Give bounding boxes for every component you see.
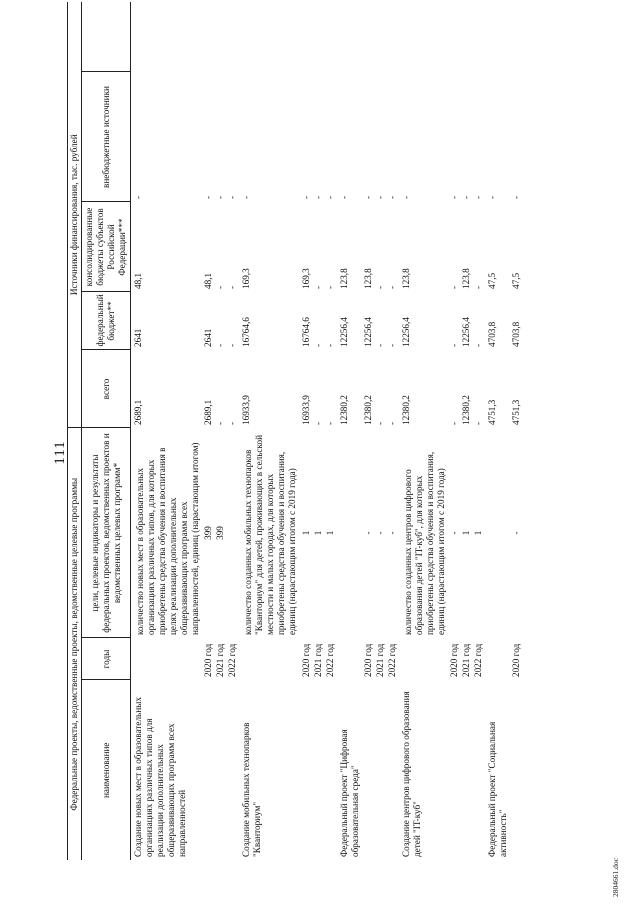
row-year: 2020 год <box>203 643 214 677</box>
row-extra: - <box>374 195 385 199</box>
row-name <box>203 680 215 860</box>
row-extra: - <box>312 195 323 199</box>
row-name: Создание центров цифрового образования детей "IT-куб" <box>400 691 422 857</box>
row-indicator-value: 1 <box>324 530 335 536</box>
row-year <box>131 638 204 680</box>
table-row <box>337 2 363 860</box>
table-row <box>485 2 511 860</box>
row-extra: - <box>460 195 471 199</box>
row-extra: - <box>227 195 238 199</box>
row-indicator-value: 1 <box>300 530 311 536</box>
row-year: 2021 год <box>312 643 323 677</box>
table-row <box>387 2 399 860</box>
row-name: Федеральный проект "Социальная активность" <box>486 721 508 857</box>
row-indicator: количество созданных мобильных технопарков "Кванториум" для детей, проживающих в сельской местности и малых городах, для которых приобретены средства обучения и воспитания, единиц (нарастающим итогом с 2019 года) <box>243 434 298 635</box>
header-years: годы <box>82 638 131 680</box>
row-year <box>337 638 363 680</box>
row-year: 2022 год <box>324 643 335 677</box>
row-federal: - <box>312 343 323 347</box>
row-spacer <box>227 2 239 72</box>
header-spacer <box>82 2 131 72</box>
row-year: 2021 год <box>215 643 226 677</box>
row-regional: - <box>472 285 483 289</box>
row-indicator-cell <box>131 428 204 638</box>
row-year: 2020 год <box>510 643 521 677</box>
row-name: Создание мобильных технопарков "Кванториум" <box>241 722 263 857</box>
row-year <box>239 638 300 680</box>
row-year: 2022 год <box>386 643 397 677</box>
row-extra: - <box>338 195 349 199</box>
row-total: - <box>448 421 459 425</box>
row-federal: - <box>448 343 459 347</box>
row-total: - <box>374 421 385 425</box>
row-indicator-cell <box>215 428 227 638</box>
header-regional: консолидированные бюджеты субъектов Российской Федерации*** <box>82 202 131 292</box>
row-indicator-cell <box>375 428 387 638</box>
row-indicator-value: 1 <box>472 530 483 536</box>
row-federal: - <box>324 343 335 347</box>
row-extra: - <box>472 195 483 199</box>
row-total: 2689,1 <box>203 399 214 425</box>
row-indicator-cell <box>203 428 215 638</box>
row-indicator-value: - <box>386 531 397 535</box>
row-indicator-cell <box>313 428 325 638</box>
row-spacer <box>203 2 215 72</box>
row-name <box>313 680 325 860</box>
page-number: 111 <box>52 440 68 465</box>
row-regional: 48,1 <box>133 272 144 289</box>
row-extra: - <box>448 195 459 199</box>
row-spacer <box>313 2 325 72</box>
row-spacer <box>325 2 337 72</box>
row-federal: 12256,4 <box>400 317 411 347</box>
row-regional: 123,8 <box>362 268 373 289</box>
row-spacer <box>511 2 523 72</box>
row-indicator-cell <box>227 428 239 638</box>
row-regional: 48,1 <box>203 272 214 289</box>
row-year: 2020 год <box>300 643 311 677</box>
row-federal: - <box>472 343 483 347</box>
table-row <box>239 2 300 860</box>
row-total: 16933,9 <box>300 395 311 425</box>
row-name <box>363 680 375 860</box>
row-name: Федеральный проект "Цифровая образовательная среда" <box>338 729 360 857</box>
table-row <box>375 2 387 860</box>
row-indicator-cell <box>325 428 337 638</box>
header-name: наименование <box>82 680 131 860</box>
row-indicator-cell <box>511 428 523 638</box>
row-indicator: количество новых мест в образовательных организациях различных типов, для которых приобретены средства обучения и воспитания в целях реализации дополнительных общеразвивающих программ всех направленностей, единиц (нарастающим итогом) <box>135 442 201 635</box>
row-year: 2020 год <box>448 643 459 677</box>
row-regional: - <box>374 285 385 289</box>
row-indicator-value: 1 <box>460 530 471 536</box>
table-row <box>215 2 227 860</box>
header-federal: федеральный бюджет** <box>82 292 131 350</box>
row-regional: - <box>324 285 335 289</box>
header-goals: цели, целевые индикаторы и результаты федеральных проектов, ведомственных проектов и ведомственных целевых программ* <box>82 428 131 638</box>
row-spacer <box>131 2 204 72</box>
row-regional: - <box>312 285 323 289</box>
table-body <box>131 2 523 860</box>
row-federal: 12256,4 <box>362 317 373 347</box>
row-extra: - <box>400 195 411 199</box>
row-total: 4751,3 <box>486 399 497 425</box>
row-spacer <box>363 2 375 72</box>
row-name <box>387 680 399 860</box>
row-federal: - <box>386 343 397 347</box>
row-spacer <box>375 2 387 72</box>
row-indicator: количество созданных центров цифрового образования детей "IT-куб", для которых приобретены средства обучения и воспитания, единиц (нарастающим итогом с 2019 года) <box>402 451 446 635</box>
row-name <box>227 680 239 860</box>
row-total: 12380,2 <box>338 395 349 425</box>
row-extra: - <box>486 195 497 199</box>
row-name: Создание новых мест в образовательных организациях различных типов для реализации дополнительных общеразвивающих программ всех направленностей <box>133 697 188 857</box>
row-year: 2022 год <box>227 643 238 677</box>
row-regional: 123,8 <box>338 268 349 289</box>
table-row <box>473 2 485 860</box>
table-row <box>227 2 239 860</box>
row-indicator-value: - <box>374 531 385 535</box>
row-total: 12380,2 <box>460 395 471 425</box>
table-row <box>203 2 215 860</box>
row-indicator-cell <box>337 428 363 638</box>
row-total: 12380,2 <box>362 395 373 425</box>
row-year <box>399 638 449 680</box>
row-extra: - <box>386 195 397 199</box>
row-name <box>325 680 337 860</box>
financing-table <box>67 2 523 860</box>
row-federal: 2641 <box>133 328 144 347</box>
row-spacer <box>485 2 511 72</box>
row-extra: - <box>203 195 214 199</box>
header-funding-title: Источники финансирования, тыс. рублей <box>68 2 82 428</box>
row-federal: 4703,8 <box>486 321 497 347</box>
row-regional: - <box>227 285 238 289</box>
row-name <box>511 680 523 860</box>
row-spacer <box>473 2 485 72</box>
row-spacer <box>387 2 399 72</box>
row-extra: - <box>241 195 252 199</box>
row-federal: 2641 <box>203 328 214 347</box>
row-regional: 123,8 <box>400 268 411 289</box>
row-extra: - <box>215 195 226 199</box>
row-total: - <box>215 421 226 425</box>
row-regional: 47,5 <box>510 272 521 289</box>
row-regional: - <box>215 285 226 289</box>
table-row <box>325 2 337 860</box>
row-federal: 12256,4 <box>338 317 349 347</box>
row-year: 2021 год <box>374 643 385 677</box>
row-total: - <box>472 421 483 425</box>
table-header <box>68 2 131 860</box>
row-indicator-cell <box>461 428 473 638</box>
row-indicator-cell <box>363 428 375 638</box>
row-name <box>449 680 461 860</box>
table-row <box>511 2 523 860</box>
row-year: 2021 год <box>460 643 471 677</box>
row-indicator-value: 1 <box>312 530 323 536</box>
row-extra: - <box>324 195 335 199</box>
row-federal: - <box>215 343 226 347</box>
header-extra: внебюджетные источники <box>82 72 131 202</box>
document-id: 2804661.doc <box>611 858 620 897</box>
row-total: 2689,1 <box>133 399 144 425</box>
row-regional: - <box>448 285 459 289</box>
row-indicator-value: 399 <box>215 526 226 540</box>
row-regional: 123,8 <box>460 268 471 289</box>
row-extra: - <box>362 195 373 199</box>
row-federal: - <box>374 343 385 347</box>
row-indicator-cell <box>399 428 449 638</box>
row-federal: 12256,4 <box>460 317 471 347</box>
row-indicator-cell <box>387 428 399 638</box>
row-indicator-value: - <box>362 531 373 535</box>
row-spacer <box>337 2 363 72</box>
row-regional: 169,3 <box>241 268 252 289</box>
row-total: - <box>227 421 238 425</box>
row-extra: - <box>133 195 144 199</box>
table-row <box>301 2 313 860</box>
row-year: 2020 год <box>362 643 373 677</box>
header-total: всего <box>82 350 131 428</box>
header-group-title: Федеральные проекты, ведомственные проекты, ведомственные целевые программы <box>68 428 82 860</box>
row-total: - <box>312 421 323 425</box>
row-indicator-value: 399 <box>203 526 214 540</box>
row-federal: - <box>227 343 238 347</box>
row-name <box>215 680 227 860</box>
row-spacer <box>215 2 227 72</box>
row-federal: 16764,6 <box>300 317 311 347</box>
row-spacer <box>399 2 449 72</box>
row-extra: - <box>300 195 311 199</box>
row-total: 12380,2 <box>400 395 411 425</box>
row-name <box>461 680 473 860</box>
row-indicator-cell <box>473 428 485 638</box>
table-row <box>449 2 461 860</box>
row-total: 16933,9 <box>241 395 252 425</box>
row-indicator-cell <box>485 428 511 638</box>
row-total: 4751,3 <box>510 399 521 425</box>
row-indicator-value: - <box>448 531 459 535</box>
row-indicator-value: - <box>510 531 521 535</box>
row-year: 2022 год <box>472 643 483 677</box>
row-spacer <box>461 2 473 72</box>
row-federal: 4703,8 <box>510 321 521 347</box>
row-extra: - <box>510 195 521 199</box>
row-spacer <box>239 2 300 72</box>
row-spacer <box>449 2 461 72</box>
row-indicator-cell <box>239 428 300 638</box>
row-name <box>375 680 387 860</box>
row-year <box>485 638 511 680</box>
table-row <box>461 2 473 860</box>
row-total: - <box>324 421 335 425</box>
row-regional: 169,3 <box>300 268 311 289</box>
row-regional: - <box>386 285 397 289</box>
row-name <box>473 680 485 860</box>
row-spacer <box>301 2 313 72</box>
row-federal: 16764,6 <box>241 317 252 347</box>
row-indicator-cell <box>301 428 313 638</box>
table-row <box>313 2 325 860</box>
table-row <box>131 2 204 860</box>
row-indicator-cell <box>449 428 461 638</box>
table-row <box>399 2 449 860</box>
row-total: - <box>386 421 397 425</box>
row-regional: 47,5 <box>486 272 497 289</box>
table-row <box>363 2 375 860</box>
row-name <box>301 680 313 860</box>
